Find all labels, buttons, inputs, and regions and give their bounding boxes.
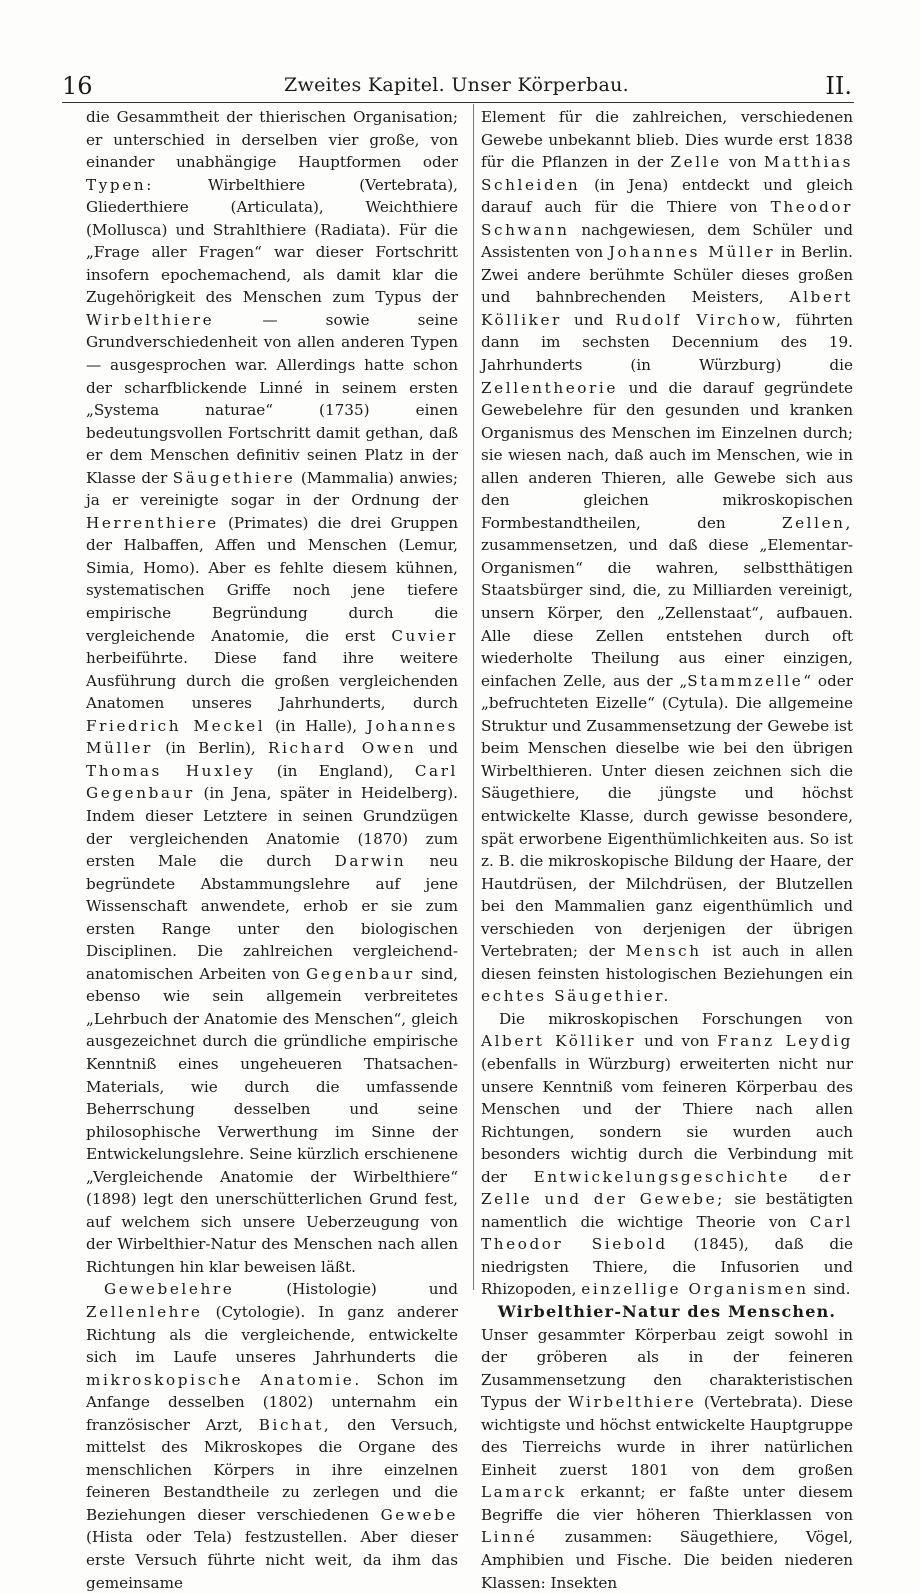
right-paragraph-3 <box>481 1324 853 1594</box>
right-column <box>481 106 853 1594</box>
text-run: herbeiführte. Diese fand ihre weitere Ausführung durch die großen vergleichenden Anatomen unseres Jahrhunderts, durch <box>86 649 458 713</box>
text-run: nachgewiesen, dem Schüler und Assistenten von <box>481 220 853 262</box>
text-run: Schon im Anfange desselben (1802) unternahm ein französischer Arzt, <box>86 1370 458 1434</box>
emphasis: Mensch <box>625 942 702 961</box>
text-run: (Primates) die drei Gruppen der Halbaffen, Affen und Menschen (Lemur, Simia, Homo). Aber es fehlte diesem kühnen, systematischen Griffe noch jene tiefere empirische Begründung durch die vergleichende Anatomie, die erst <box>86 513 458 645</box>
person-name: Gegenbaur <box>305 964 415 983</box>
text-run: von <box>721 153 764 172</box>
text-run: zusammensetzen, und daß diese „Elementar-Organismen“ die wahren, selbstthätigen Staatsbürger sind, die, zu Milliarden vereinigt, unsern Körper, den „Zellenstaat“, aufbauen. Alle diese Zellen entstehen durch oft wiederholte Theilung aus einer einzigen, einfachen Zelle, aus der „ <box>481 536 853 690</box>
emphasis: Zellen, <box>781 513 853 532</box>
text-run: und <box>416 739 458 758</box>
text-run: den Versuch, mittelst des Mikroskopes die Organe des menschlichen Körpers in ihre einzelnen feineren Bestandtheile zu zerlegen und die Beziehungen dieser verschiedenen <box>86 1415 458 1524</box>
text-run: und <box>561 310 616 329</box>
text-run: (Vertebrata). Diese wichtigste und höchst entwickelte Hauptgruppe des Tierreichs wurde in ihrer natürlichen Einheit zuerst 1801 von dem großen <box>481 1393 853 1479</box>
emphasis: Gewebelehre <box>104 1280 235 1299</box>
text-run: (1845), daß die niedrigsten Thiere, die Infusorien und Rhizopoden, <box>481 1235 853 1299</box>
text-run: (Histologie) und <box>234 1280 458 1299</box>
text-run: und die darauf gegründete Gewebelehre für den gesunden und kranken Organismus des Menschen im Einzelnen durch; sie wiesen nach, daß auch im Menschen, wie in allen anderen Thieren, alle Gewebe sich aus den gleichen mikroskopischen Formbestandtheilen, den <box>481 378 853 532</box>
person-name: Richard Owen <box>268 739 417 758</box>
person-name: Linné <box>481 1528 538 1547</box>
text-run: (ebenfalls in Würzburg) erweiterten nicht nur unsere Kenntniß vom feineren Körperbau des Menschen und der Thiere nach allen Richtungen, sondern sie wurden auch besonders wichtig durch die Verbindung mit der <box>481 1054 853 1186</box>
left-column <box>86 106 458 1594</box>
emphasis: Stammzelle <box>687 671 804 690</box>
person-name: Franz Leydig <box>717 1032 853 1051</box>
emphasis: Zellenlehre <box>86 1302 203 1321</box>
person-name: Rudolf Virchow, <box>615 310 784 329</box>
text-run: Unser gesammter Körperbau zeigt sowohl in der gröberen als in der feineren Zusammensetzung den charakteristischen Typus der <box>481 1325 853 1412</box>
person-name: Darwin <box>334 852 407 871</box>
person-name: Theodor Schwann <box>481 198 853 239</box>
text-run: Element für die zahlreichen, verschiedenen Gewebe unbekannt blieb. Dies wurde erst 1838 für die Pflanzen in der <box>481 108 853 172</box>
chapter-number: II. <box>825 72 852 100</box>
text-run: Wirbelthiere (Vertebrata), Gliederthiere (Articulata), Weichthiere (Mollusca) und Strahlthiere (Radiata). Für die „Frage aller Fragen“ war dieser Fortschritt insofern epochemachend, als damit klar die Zugehörigkeit des Menschen zum Typus der <box>86 175 458 307</box>
person-name: Johannes Müller <box>86 716 458 758</box>
emphasis: Säugethiere <box>172 468 296 487</box>
emphasis: Typen: <box>86 175 154 194</box>
text-run: in Berlin. Zwei andere berühmte Schüler dieses großen und bahnbrechenden Meisters, <box>481 243 853 307</box>
person-name: Carl Gegenbaur <box>86 761 459 803</box>
emphasis: einzellige Organismen <box>581 1280 809 1299</box>
person-name: Albert Kölliker <box>481 1032 637 1051</box>
text-run: sind, ebenso wie sein allgemein verbreitetes „Lehrbuch der Anatomie des Menschen“, gleich ausgezeichnet durch die gründliche empirische Kenntniß eines ungeheueren Thatsachen-Materials, wie durch die umfassende Beherrschung desselben und seine philosophische Verwerthung im Sinne der Entwickelungslehre. Seine kürzlich erschienene „Vergleichende Anatomie der Wirbelthiere“ (1898) legt den unerschütterlichen Grund fest, auf welchem sich unsere Ueberzeugung von der Wirbelthier-Natur des Menschen nach allen Richtungen hin klar beweisen läßt. <box>86 964 458 1276</box>
person-name: Lamarck <box>481 1483 567 1502</box>
left-paragraph-1 <box>86 106 458 1278</box>
emphasis: Wirbelthiere <box>568 1393 697 1412</box>
person-name: Carl Theodor Siebold <box>481 1212 853 1254</box>
person-name: Friedrich Meckel <box>86 716 266 735</box>
emphasis: Zelle <box>670 153 722 172</box>
page-number: 16 <box>62 72 93 100</box>
person-name: Matthias Schleiden <box>481 153 853 194</box>
text-run: führten dann im sechsten Decennium des 19. Jahrhunderts (in Würzburg) die <box>481 310 853 375</box>
text-run: und von <box>636 1032 718 1051</box>
text-run: zusammen: Säugethiere, Vögel, Amphibien und Fische. Die beiden niederen Klassen: Insekten <box>481 1528 853 1592</box>
text-run: “ oder „befruchteten Eizelle“ (Cytula). Die allgemeine Struktur und Zusammensetzung der Gewebe ist beim Menschen dieselbe wie bei den übrigen Wirbelthieren. Unter diesen zeichnen sich die Säugethiere, die jüngste und höchst entwickelte Klasse, durch gewisse besondere, spät erworbene Eigenthümlichkeiten aus. So ist z. B. die mikroskopische Bildung der Haare, der Hautdrüsen, der Milchdrüsen, der Blutzellen bei den Mammalien ganz eigenthümlich und verschieden von derjenigen der übrigen Vertebraten; der <box>481 671 853 961</box>
text-run: — sowie seine Grundverschiedenheit von allen anderen Typen — ausgesprochen war. Allerdings hatte schon der scharfblickende Linné in seinem ersten „Systema naturae“ (1735) einen bedeutungsvollen Fortschritt damit gethan, daß er dem Menschen definitiv seinen Platz in der Klasse der <box>86 310 458 487</box>
text-run: (in England), <box>255 761 415 780</box>
text-run: sie bestätigten namentlich die wichtige Theorie von <box>481 1190 854 1231</box>
person-name: Johannes Müller <box>608 243 776 262</box>
text-run: die Gesammtheit der thierischen Organisation; er unterschied in derselben vier große, von einander unabhängige Hauptformen oder <box>86 108 458 172</box>
page-header <box>62 72 852 106</box>
text-run: ist auch in allen diesen feinsten histologischen Beziehungen ein <box>481 942 853 983</box>
right-paragraph-1 <box>481 106 853 1008</box>
emphasis: Zellentheorie <box>481 378 618 397</box>
text-run: sind. <box>808 1280 851 1299</box>
column-divider <box>473 104 474 1290</box>
left-paragraph-2 <box>86 1278 458 1594</box>
emphasis: echtes Säugethier. <box>481 987 671 1006</box>
emphasis: Entwickelungsgeschichte der Zelle und der Gewebe; <box>481 1167 853 1209</box>
text-run: erkannt; er faßte unter diesem Begriffe die vier höheren Thierklassen von <box>481 1483 853 1524</box>
right-paragraph-2 <box>481 1008 853 1301</box>
text-run: neu begründete Abstammungslehre auf jene Wissenschaft anwendete, erhob er sie zum ersten Range unter den biologischen Disciplinen. Die zahlreichen vergleichend-anatomischen Arbeiten von <box>86 852 458 983</box>
running-title: Zweites Kapitel. Unser Körperbau. <box>284 74 629 96</box>
text-run: (Cytologie). In ganz anderer Richtung als die vergleichende, entwickelte sich im Laufe unseres Jahrhunderts die <box>86 1302 458 1367</box>
text-run: (in Halle), <box>265 716 367 735</box>
header-rule <box>62 102 854 103</box>
person-name: Thomas Huxley <box>86 761 256 780</box>
text-run: (Mammalia) anwies; ja er vereinigte sogar in der Ordnung der <box>86 468 458 510</box>
text-run: (in Jena) entdeckt und gleich darauf auch für die Thiere von <box>481 175 853 217</box>
person-name: Bichat, <box>258 1415 332 1434</box>
person-name: Albert Kölliker <box>481 288 853 329</box>
text-run: (Hista oder Tela) festzustellen. Aber dieser erste Versuch führte nicht weit, da ihm das gemeinsame <box>86 1528 458 1592</box>
emphasis: mikroskopische Anatomie. <box>86 1370 362 1389</box>
section-heading: Wirbelthier-Natur des Menschen. <box>497 1301 837 1321</box>
person-name: Cuvier <box>391 626 458 645</box>
emphasis: Gewebe <box>380 1505 458 1524</box>
text-run: Die mikroskopischen Forschungen von <box>499 1009 853 1028</box>
text-run: (in Berlin), <box>152 739 269 758</box>
emphasis: Herrenthiere <box>86 513 219 532</box>
text-run: (in Jena, später in Heidelberg). Indem dieser Letztere in seinen Grundzügen der vergleichenden Anatomie (1870) zum ersten Male die durch <box>86 784 458 871</box>
emphasis: Wirbelthiere <box>86 310 215 329</box>
